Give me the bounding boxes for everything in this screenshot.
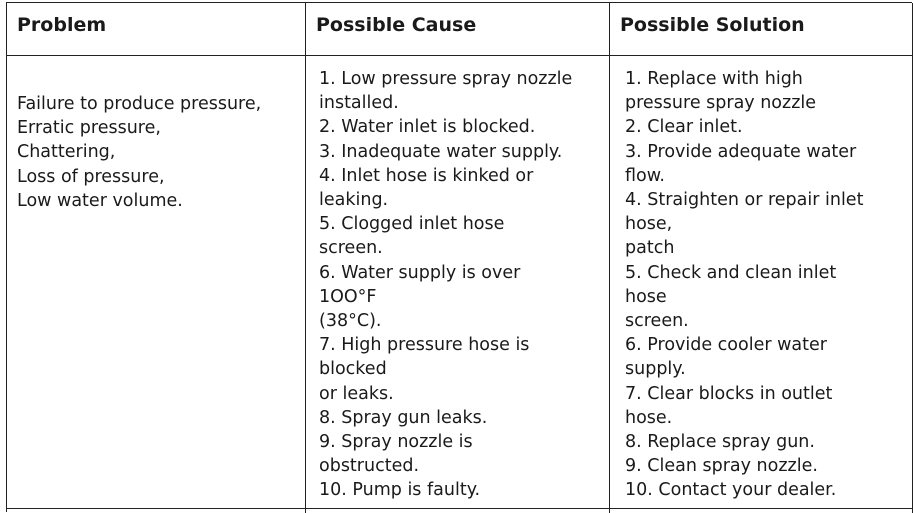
cell-line: Erratic pressure, (17, 118, 161, 139)
cell-line: installed. (319, 93, 399, 114)
cell-line: flow. (625, 165, 665, 186)
cell-line: leaking. (319, 190, 389, 211)
cell-line: 10. Pump is faulty. (319, 480, 481, 501)
cell-line: supply. (625, 359, 686, 380)
header-problem: Problem (7, 3, 306, 56)
header-possible-cause: Possible Cause (306, 3, 610, 56)
cell-line: 6. Water supply is over (319, 262, 521, 283)
cell-line: 6. Provide cooler water (625, 335, 827, 356)
cell-line: screen. (319, 238, 383, 259)
cell-line: 4. Straighten or repair inlet (625, 190, 864, 211)
cell-line: blocked (319, 359, 387, 380)
cell-line: 3. Inadequate water supply. (319, 141, 563, 162)
cause-cell (306, 56, 610, 513)
cell-line: 8. Replace spray gun. (625, 432, 815, 453)
cell-line: hose. (625, 407, 673, 428)
cell-line: 2. Water inlet is blocked. (319, 117, 536, 138)
problem-cell (7, 56, 306, 513)
cell-line: 8. Spray gun leaks. (319, 407, 488, 428)
cell-line: 5. Check and clean inlet (625, 262, 837, 283)
cell-line: pressure spray nozzle (625, 93, 817, 114)
cell-line: patch (625, 238, 675, 259)
cell-line: 3. Provide adequate water (625, 141, 857, 162)
cell-line: 1OO°F (319, 286, 377, 307)
troubleshooting-table (6, 2, 912, 512)
cell-line: 7. Clear blocks in outlet (625, 383, 833, 404)
cell-line: 7. High pressure hose is (319, 335, 530, 356)
cell-line: screen. (625, 311, 689, 332)
solution-cell (610, 56, 913, 513)
cell-line: Low water volume. (17, 190, 183, 211)
cell-line: 1. Replace with high (625, 69, 803, 89)
header-possible-solution: Possible Solution (610, 3, 913, 56)
cell-line: 2. Clear inlet. (625, 117, 743, 138)
cell-line: Chattering, (17, 142, 116, 163)
cell-line: 1. Low pressure spray nozzle (319, 69, 573, 89)
cell-line: (38°C). (319, 311, 382, 332)
cell-line: 4. Inlet hose is kinked or (319, 165, 534, 186)
cell-line: hose, (625, 214, 673, 235)
cell-line: or leaks. (319, 383, 394, 404)
cell-line: 9. Spray nozzle is (319, 432, 473, 453)
cell-line: Loss of pressure, (17, 166, 165, 187)
cell-line: 10. Contact your dealer. (625, 480, 837, 501)
cell-line: obstructed. (319, 456, 420, 477)
cell-line: 9. Clean spray nozzle. (625, 456, 818, 477)
cell-line: hose (625, 286, 667, 307)
table-bottom-border (7, 508, 913, 509)
cell-line: Failure to produce pressure, (17, 94, 262, 114)
cell-line: 5. Clogged inlet hose (319, 214, 505, 235)
